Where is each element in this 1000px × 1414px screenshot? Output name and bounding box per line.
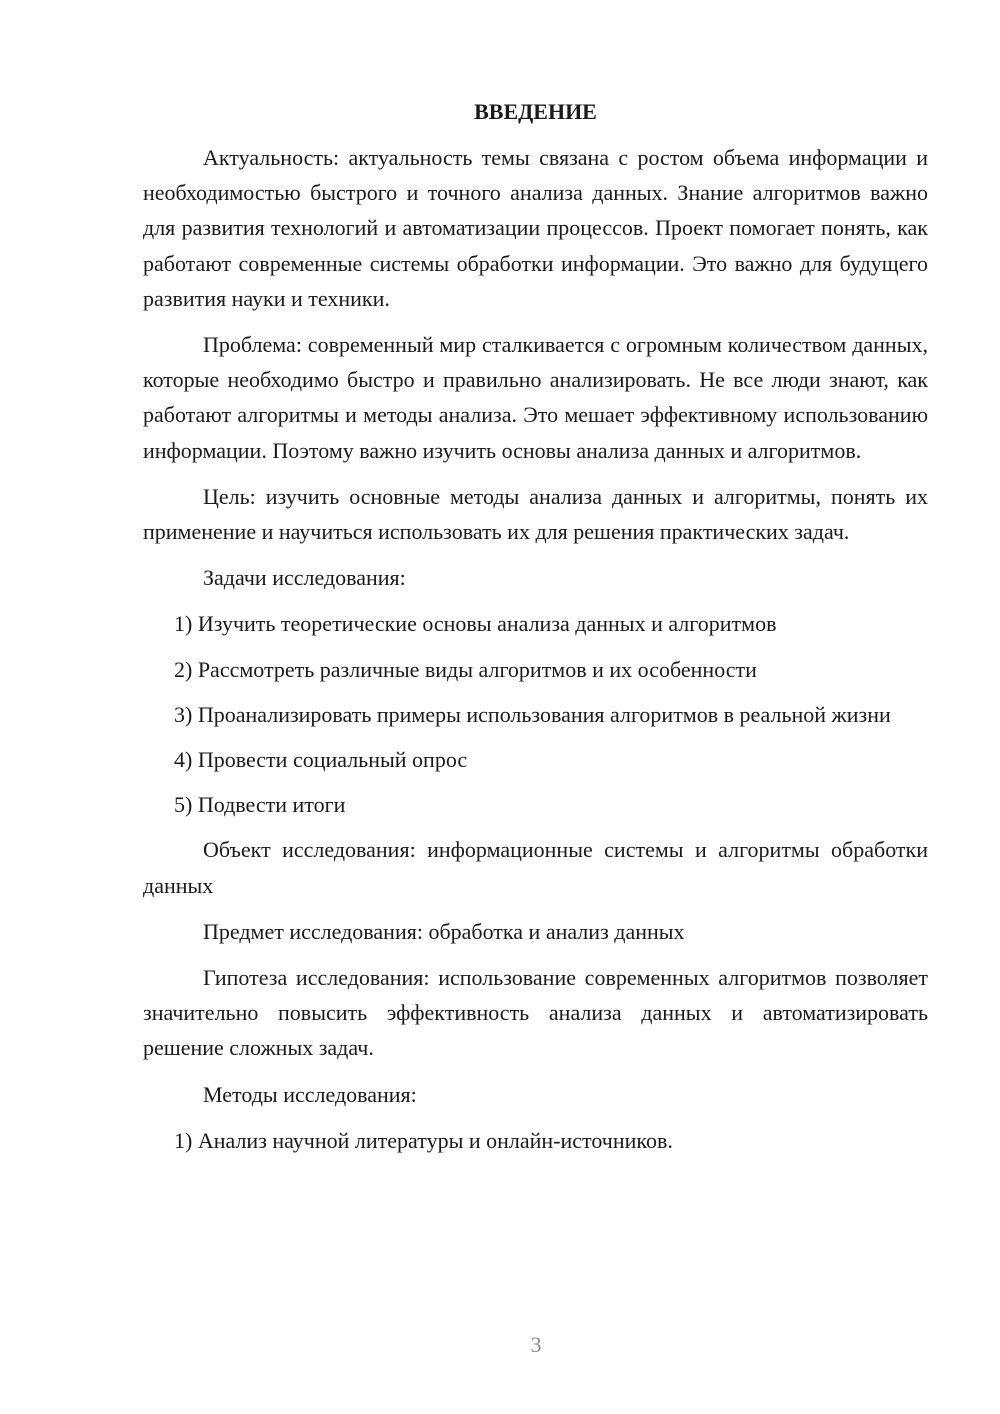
task-item-4: 4) Провести социальный опрос (174, 747, 468, 773)
object-paragraph: Объект исследования: информационные системы и алгоритмы обработки данных (143, 837, 928, 898)
method-item-1: 1) Анализ научной литературы и онлайн-источников. (174, 1127, 673, 1153)
task-item-1: 1) Изучить теоретические основы анализа данных и алгоритмов (174, 611, 777, 637)
task-item-3: 3) Проанализировать примеры использования алгоритмов в реальной жизни (174, 701, 891, 727)
page-number: 3 (530, 1332, 542, 1357)
subject-paragraph: Предмет исследования: обработка и анализ данных (203, 918, 685, 944)
section-heading: ВВЕДЕНИЕ (474, 99, 597, 124)
task-item-2: 2) Рассмотреть различные виды алгоритмов и их особенности (174, 656, 757, 682)
problem-paragraph: Проблема: современный мир сталкивается с огромным количеством данных, которые необходимо быстро и правильно анализировать. Не все люди знают, как работают алгоритмы и методы анализа. Это мешает эффективному использованию информации. Поэтому важно изучить основы анализа данных и алгоритмов. (143, 332, 928, 463)
relevance-paragraph: Актуальность: актуальность темы связана с ростом объема информации и необходимостью быстрого и точного анализа данных. Знание алгоритмов важно для развития технологий и автоматизации процессов. Проект помогает понять, как работают современные системы обработки информации. Это важно для будущего развития науки и техники. (143, 145, 928, 311)
document-body (143, 94, 928, 1168)
goal-paragraph: Цель: изучить основные методы анализа данных и алгоритмы, понять их применение и научиться использовать их для решения практических задач. (143, 483, 928, 545)
methods-title: Методы исследования: (203, 1081, 417, 1107)
tasks-title: Задачи исследования: (203, 565, 406, 591)
task-item-5: 5) Подвести итоги (174, 792, 346, 818)
hypothesis-paragraph: Гипотеза исследования: использование современных алгоритмов позволяет значительно повысить эффективность анализа данных и автоматизировать решение сложных задач. (143, 965, 928, 1061)
